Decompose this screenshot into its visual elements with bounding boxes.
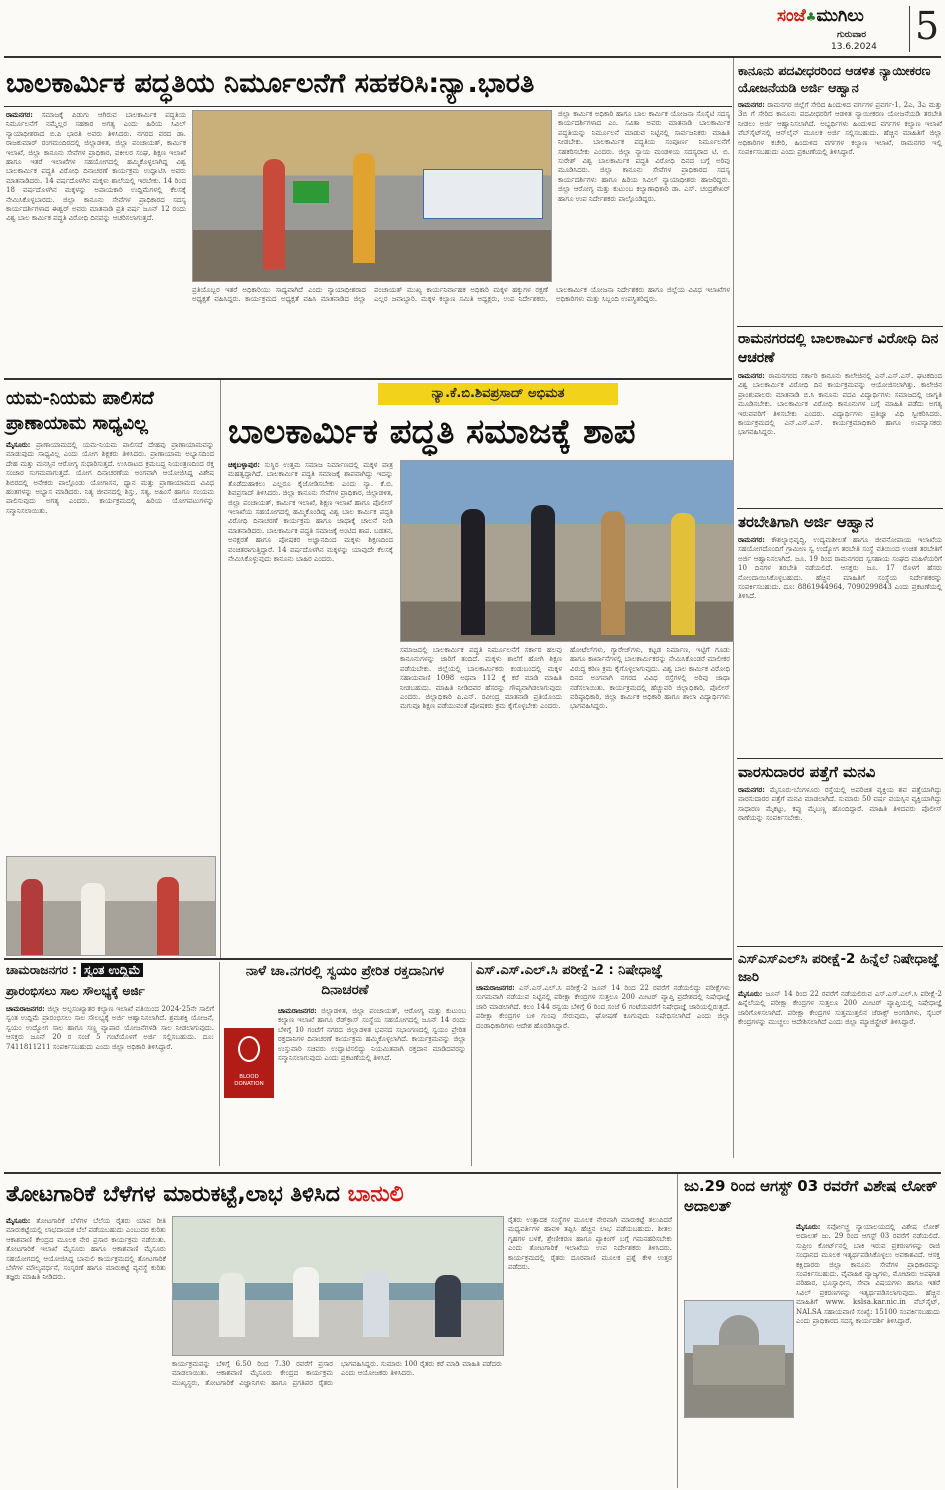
training-text <box>738 535 942 747</box>
sslc-mid-body: ಎಸ್.ಎಸ್.ಎಲ್.ಸಿ ಪರೀಕ್ಷೆ-2 ಜೂನ್ 14 ರಿಂದ 22 ರವರೆಗೆ ನಡೆಯಲಿದ್ದು ಪರೀಕ್ಷೆಗಳು ಸುಗಮವಾಗಿ ನಡೆಯುವ ನಿಟ್ಟಿನಲ್ಲಿ ಪರೀಕ್ಷಾ ಕೇಂದ್ರಗಳ ಸುತ್ತಲೂ 200 ಮೀಟರ್ ವ್ಯಾಪ್ತಿ ಪ್ರದೇಶದಲ್ಲಿ ನಿಷೇಧಾಜ್ಞೆ ಜಾರಿ ಮಾಡಲಾಗಿದೆ. ಕಲಂ 144 ರನ್ವಯ ಬೆಳಿಗ್ಗೆ 6 ರಿಂದ ಸಂಜೆ 6 ಗಂಟೆಯವರೆಗೆ ನಿಷೇಧಾಜ್ಞೆ ಜಾರಿಯಲ್ಲಿರುತ್ತದೆ. ಪರೀಕ್ಷಾ ಕೇಂದ್ರಗಳ ಬಳಿ ಗುಂಪು ಸೇರುವುದು, ಘೋಷಣೆ ಕೂಗುವುದು ನಿಷೇಧಿಸಲಾಗಿದೆ ಎಂದು ಜಿಲ್ಲಾ ದಂಡಾಧಿಕಾರಿಗಳು ಆದೇಶ ಹೊರಡಿಸಿದ್ದಾರೆ. <box>476 984 730 1030</box>
horticulture-col-1 <box>6 1216 166 1486</box>
adalat-body: ಸರ್ವೋಚ್ಚ ನ್ಯಾಯಾಲಯದಲ್ಲಿ ವಿಶೇಷ ಲೋಕ್ ಅದಾಲತ್ ಜು. 29 ರಿಂದ ಆಗಸ್ಟ್ 03 ರವರೆಗೆ ನಡೆಯಲಿದೆ. ಸುಪ್ರೀಂ ಕೋರ್ಟ್‌ನಲ್ಲಿ ಬಾಕಿ ಇರುವ ಪ್ರಕರಣಗಳನ್ನು ರಾಜಿ ಸಂಧಾನದ ಮೂಲಕ ಇತ್ಯರ್ಥಪಡಿಸಿಕೊಳ್ಳಲು ಅವಕಾಶವಿದೆ. ಆಸಕ್ತ ಕಕ್ಷಿದಾರರು ಜಿಲ್ಲಾ ಕಾನೂನು ಸೇವೆಗಳ ಪ್ರಾಧಿಕಾರವನ್ನು ಸಂಪರ್ಕಿಸಬಹುದು. ವೈವಾಹಿಕ ವ್ಯಾಜ್ಯಗಳು, ಮೋಟಾರು ಅಪಘಾತ ಪರಿಹಾರ, ಭೂಸ್ವಾಧೀನ, ಸೇವಾ ವಿಷಯಗಳು ಹಾಗೂ ಇತರೆ ಸಿವಿಲ್ ಪ್ರಕರಣಗಳನ್ನು ಇತ್ಯರ್ಥಪಡಿಸಲಾಗುವುದು. ಹೆಚ್ಚಿನ ಮಾಹಿತಿಗೆ www. kslsa.kar.nic.in ವೆಬ್‌ಸೈಟ್, NALSA ಸಹಾಯವಾಣಿ ಸಂಖ್ಯೆ: 15100 ಸಂಪರ್ಕಿಸಬಹುದು ಎಂದು ಪ್ರಾಧಿಕಾರದ ಸದಸ್ಯ ಕಾರ್ಯದರ್ಶಿ ತಿಳಿಸಿದ್ದಾರೆ. <box>796 1223 940 1326</box>
sslc-mid-headline: ಎಸ್.ಎಸ್.ಎಲ್.ಸಿ ಪರೀಕ್ಷೆ-2 : ನಿಷೇಧಾಜ್ಞೆ <box>476 963 663 978</box>
blood-dateline: ಚಾಮರಾಜನಗರ: <box>278 1006 317 1015</box>
chamarajanagar-box <box>6 962 214 1170</box>
horticulture-headline-b: ಬಾನುಲಿ <box>347 1182 404 1207</box>
chamarajanagar-body: ಜಿಲ್ಲಾ ಅಲ್ಪಸಂಖ್ಯಾತರ ಕಲ್ಯಾಣ ಇಲಾಖೆ ವತಿಯಿಂದ 2024-25ನೇ ಸಾಲಿಗೆ ಸ್ವಂತ ಉದ್ದಿಮೆ ಪ್ರಾರಂಭಿಸಲು ಸಾಲ ಸೌಲಭ್ಯಕ್ಕೆ ಅರ್ಜಿ ಆಹ್ವಾನಿಸಲಾಗಿದೆ. ಶ್ರಮಶಕ್ತಿ ಯೋಜನೆ, ಸ್ವಯಂ ಉದ್ಯೋಗ ಸಾಲ ಹಾಗೂ ಸಣ್ಣ ವ್ಯಾಪಾರ ಯೋಜನೆಗಳಡಿ ಸಾಲ ನೀಡಲಾಗುವುದು. ಆಸಕ್ತರು ಜೂನ್ 20 ರ ಸಂಜೆ 5 ಗಂಟೆಯೊಳಗೆ ಅರ್ಜಿ ಸಲ್ಲಿಸಬಹುದು. ದೂ: 7411811211 ಸಂಪರ್ಕಿಸಬಹುದು ಎಂದು ಜಿಲ್ಲಾ ಅಧಿಕಾರಿ ತಿಳಿಸಿದ್ದಾರೆ. <box>6 1005 214 1051</box>
page-number: 5 <box>915 4 940 48</box>
row3-top-rule <box>4 958 732 960</box>
lead-dateline: ರಾಮನಗರ: <box>6 110 33 119</box>
heirs-dateline: ರಾಮನಗರ: <box>738 785 765 794</box>
lead-body-1: ಸಮಾಜಕ್ಕೆ ಪಿಡುಗು ಆಗಿರುವ ಬಾಲಕಾರ್ಮಿಕ ಪದ್ಧತಿಯ ನಿರ್ಮೂಲನೆಗೆ ನಮ್ಮೆಲ್ಲರ ಸಹಕಾರ ಅಗತ್ಯ ಎಂದು ಹಿರಿಯ ಸಿವಿಲ್ ನ್ಯಾಯಾಧೀಶರಾದ ಬಿ.ಪಿ ಭಾರತಿ ಅವರು ತಿಳಿಸಿದರು. ನಗರದ ವರದ ಡಾ. ರಾಜಕುಮಾರ್ ರಂಗಮಂದಿರದಲ್ಲಿ ಜಿಲ್ಲಾಡಳಿತ, ಜಿಲ್ಲಾ ಪಂಚಾಯತ್, ಕಾರ್ಮಿಕ ಇಲಾಖೆ, ಜಿಲ್ಲಾ ಕಾನೂನು ಸೇವೆಗಳ ಪ್ರಾಧಿಕಾರ, ವಕೀಲರ ಸಂಘ, ಶಿಕ್ಷಣ ಇಲಾಖೆ ಹಾಗೂ ಇತರೆ ಇಲಾಖೆಗಳ ಸಹಯೋಗದಲ್ಲಿ ಹಮ್ಮಿಕೊಳ್ಳಲಾಗಿದ್ದ ವಿಶ್ವ ಬಾಲಕಾರ್ಮಿಕ ಪದ್ಧತಿ ವಿರೋಧಿ ದಿನಾಚರಣೆ ಕಾರ್ಯಕ್ರಮ ಉದ್ಘಾಟಿಸಿ ಅವರು ಮಾತನಾಡಿದರು. 14 ವರ್ಷದೊಳಗಿನ ಮಕ್ಕಳು ಶಾಲೆಯಲ್ಲಿ ಇರಬೇಕು. 14 ರಿಂದ 18 ವರ್ಷದೊಳಗಿನ ಮಕ್ಕಳನ್ನು ಅಪಾಯಕಾರಿ ಉದ್ದಿಮೆಗಳಲ್ಲಿ ಕೆಲಸಕ್ಕೆ ನೇಮಿಸಿಕೊಳ್ಳಬಾರದು. ಜಿಲ್ಲಾ ಕಾನೂನು ಸೇವೆಗಳ ಪ್ರಾಧಿಕಾರದ ಸದಸ್ಯ ಕಾರ್ಯದರ್ಶಿಗಳಾದ ಈಶ್ವರ್ ಅವರು ಮಾತನಾಡಿ ಪ್ರತಿ ವರ್ಷ ಜೂನ್ 12 ರಂದು ವಿಶ್ವ ಬಾಲ ಕಾರ್ಮಿಕ ಪದ್ಧತಿ ವಿರೋಧಿ ದಿನವನ್ನು ಆಚರಿಸಲಾಗುತ್ತದೆ. <box>6 111 186 223</box>
person-red-saree-2 <box>157 877 179 955</box>
banner <box>423 169 543 219</box>
advert-headline: ಕಾನೂನು ಪದವೀಧರರಿಂದ ಆಡಳಿತ ನ್ಯಾಯೀಕರಣ ಯೋಜನೆಯಡಿ ಅರ್ಜಿ ಆಹ್ವಾನ <box>738 63 931 95</box>
masthead-divider <box>909 6 910 52</box>
sslc-mid-dateline: ಚಾಮರಾಜನಗರ: <box>476 983 515 992</box>
horticulture-col-2 <box>508 1216 672 1486</box>
blood-headline: ನಾಳೆ ಚಾ.ನಗರಲ್ಲಿ ಸ್ವಯಂ ಪ್ರೇರಿತ ರಕ್ತದಾನಿಗಳ ದಿನಾಚರಣೆ <box>245 963 445 998</box>
training-dateline: ರಾಮನಗರ: <box>738 535 765 544</box>
sslc-right-dateline: ಮೈಸೂರು: <box>738 989 763 998</box>
newspaper-logo <box>777 6 905 30</box>
person-seated-4 <box>435 1275 461 1337</box>
person-black-suit <box>461 509 485 635</box>
row3-divider-1 <box>219 962 220 1166</box>
horticulture-body-2: ರೈತರು ಉತ್ಪಾದಕ ಸಂಸ್ಥೆಗಳ ಮೂಲಕ ನೇರವಾಗಿ ಮಾರುಕಟ್ಟೆ ತಲುಪಿದರೆ ಮಧ್ಯವರ್ತಿಗಳ ಹಾವಳಿ ತಪ್ಪಿಸಿ ಹೆಚ್ಚಿನ ಲಾಭ ಪಡೆಯಬಹುದು. ಶೀತಲ ಗೃಹಗಳ ಬಳಕೆ, ಶ್ರೇಣೀಕರಣ ಹಾಗೂ ಪ್ಯಾಕಿಂಗ್ ಬಗ್ಗೆ ಗಮನಹರಿಸಬೇಕು ಎಂದು ತೋಟಗಾರಿಕೆ ಇಲಾಖೆಯ ಉಪ ನಿರ್ದೇಶಕರು ತಿಳಿಸಿದರು. ಕಾರ್ಯಕ್ರಮದಲ್ಲಿ ರೈತರು ದೂರವಾಣಿ ಮೂಲಕ ಪ್ರಶ್ನೆ ಕೇಳಿ ಉತ್ತರ ಪಡೆದರು. <box>508 1216 672 1272</box>
horticulture-headline-a: ತೋಟಗಾರಿಕೆ ಬೆಳೆಗಳ ಮಾರುಕಟ್ಟೆ,ಲಾಭ ತಿಳಿಸಿದ <box>6 1182 348 1207</box>
right-rule-3 <box>737 758 943 759</box>
ramanagara-headline: ರಾಮನಗರದಲ್ಲಿ ಬಾಲಕಾರ್ಮಿಕ ವಿರೋಧಿ ದಿನ ಆಚರಣೆ <box>738 331 939 366</box>
horticulture-body-1: ತೋಟಗಾರಿಕೆ ಬೆಳೆಗಳ ಬೆಲೆಯ ರೈತರು ಯಾವ ರೀತಿ ಮಾರುಕಟ್ಟೆಯಲ್ಲಿ ಲಾಭದಾಯಕ ಬೆಲೆ ಪಡೆಯಬಹುದು ಎಂಬುದರ ಕುರಿತು ಆಕಾಶವಾಣಿ ಕೇಂದ್ರದ ಮೂಲಕ ನೇರ ಪ್ರಸಾರ ಕಾರ್ಯಕ್ರಮ ನಡೆಯಿತು. ತೋಟಗಾರಿಕೆ ಇಲಾಖೆ ಮೈಸೂರು ಹಾಗೂ ಆಕಾಶವಾಣಿ ಮೈಸೂರು ಸಹಯೋಗದಲ್ಲಿ ಆಯೋಜಿಸಿದ್ದ ಬಾನುಲಿ ಕಾರ್ಯಕ್ರಮದಲ್ಲಿ ತೋಟಗಾರಿಕೆ ಬೆಳೆಗಳ ಮೌಲ್ಯವರ್ಧನೆ, ಸಂಸ್ಕರಣೆ ಹಾಗೂ ಮಾರುಕಟ್ಟೆ ವ್ಯವಸ್ಥೆ ಕುರಿತು ತಜ್ಞರು ಮಾಹಿತಿ ನೀಡಿದರು. <box>6 1217 166 1282</box>
horticulture-dateline: ಮೈಸೂರು: <box>6 1216 31 1225</box>
ramanagara-box <box>738 330 942 504</box>
lead-body-2: ಜಿಲ್ಲಾ ಕಾರ್ಮಿಕ ಅಧಿಕಾರಿ ಹಾಗೂ ಬಾಲ ಕಾರ್ಮಿಕ ಯೋಜನಾ ಸೊಸೈಟಿ ಸದಸ್ಯ ಕಾರ್ಯದರ್ಶಿಗಳಾದ ಎಂ. ಸವಿತಾ ಅವರು ಮಾತನಾಡಿ ಬಾಲಕಾರ್ಮಿಕ ಪದ್ಧತಿಯನ್ನು ನಿರ್ಮೂಲನೆ ಮಾಡುವ ನಿಟ್ಟಿನಲ್ಲಿ ಸಾರ್ವಜನಿಕರು ಮಾಹಿತಿ ನೀಡಬೇಕು. ಬಾಲಕಾರ್ಮಿಕ ಪದ್ಧತಿಯ ಸಂಪೂರ್ಣ ನಿರ್ಮೂಲನೆಗೆ ಸಹಕರಿಸಬೇಕು ಎಂದರು. ಜಿಲ್ಲಾ ನ್ಯಾಯ ಮಂಡಳಿಯ ಸದಸ್ಯರಾದ ಟಿ. ಬಿ. ಸುರೇಶ್ ವಿಶ್ವ ಬಾಲಕಾರ್ಮಿಕ ಪದ್ಧತಿ ವಿರೋಧಿ ದಿನದ ಬಗ್ಗೆ ಅರಿವು ಮೂಡಿಸಿದರು. ಜಿಲ್ಲಾ ಕಾನೂನು ಸೇವೆಗಳ ಪ್ರಾಧಿಕಾರದ ಸದಸ್ಯ ಕಾರ್ಯದರ್ಶಿಗಳು ಹಾಗೂ ಹಿರಿಯ ಸಿವಿಲ್ ನ್ಯಾಯಾಧೀಶರು ಹಾಜರಿದ್ದರು. ಜಿಲ್ಲಾ ಆರೋಗ್ಯ ಮತ್ತು ಕುಟುಂಬ ಕಲ್ಯಾಣಾಧಿಕಾರಿ ಡಾ. ಎಸ್. ಚಂದ್ರಶೇಖರ್ ಹಾಗೂ ಉಪ ನಿರ್ದೇಶಕರು ಪಾಲ್ಗೊಂಡಿದ್ದರು. <box>558 110 730 203</box>
right-rule-2 <box>737 508 943 509</box>
chamarajanagar-headline-c: ಪ್ರಾರಂಭಿಸಲು ಸಾಲ ಸೌಲಭ್ಯಕ್ಕೆ ಅರ್ಜಿ <box>6 984 145 998</box>
ramanagara-dateline: ರಾಮನಗರ: <box>738 371 765 380</box>
feature-kicker: ನ್ಯಾ.ಕೆ.ಬಿ.ಶಿವಪ್ರಸಾದ್ ಅಭಿಮತ <box>378 383 618 405</box>
heirs-headline: ವಾರಸುದಾರರ ಪತ್ತೆಗೆ ಮನವಿ <box>738 763 876 781</box>
person-seated-3 <box>363 1271 389 1337</box>
adalat-photo-gap <box>684 1222 796 1418</box>
feature-dateline: ಚಿಕ್ಕಬಳ್ಳಾಪುರ: <box>228 460 260 469</box>
person-seated-2 <box>293 1267 319 1337</box>
person-seated-1 <box>219 1273 245 1337</box>
chamarajanagar-headline <box>6 962 214 1000</box>
chamarajanagar-headline-b: ಸ್ವಂತ ಉದ್ದಿಮೆ <box>81 963 143 977</box>
yoga-divider <box>220 380 221 958</box>
blood-body: ಜಿಲ್ಲಾಡಳಿತ, ಜಿಲ್ಲಾ ಪಂಚಾಯತ್, ಆರೋಗ್ಯ ಮತ್ತು ಕುಟುಂಬ ಕಲ್ಯಾಣ ಇಲಾಖೆ ಹಾಗೂ ರೆಡ್‌ಕ್ರಾಸ್ ಸಂಸ್ಥೆಯ ಸಹಯೋಗದಲ್ಲಿ ಜೂನ್ 14 ರಂದು ಬೆಳಿಗ್ಗೆ 10 ಗಂಟೆಗೆ ನಗರದ ಜಿಲ್ಲಾಡಳಿತ ಭವನದ ಸಭಾಂಗಣದಲ್ಲಿ ಸ್ವಯಂ ಪ್ರೇರಿತ ರಕ್ತದಾನಿಗಳ ದಿನಾಚರಣೆ ಕಾರ್ಯಕ್ರಮ ಹಮ್ಮಿಕೊಳ್ಳಲಾಗಿದೆ. ಕಾರ್ಯಕ್ರಮವನ್ನು ಜಿಲ್ಲಾ ಉಸ್ತುವಾರಿ ಸಚಿವರು ಉದ್ಘಾಟಿಸಲಿದ್ದು ನಿಯಮಿತವಾಗಿ ರಕ್ತದಾನ ಮಾಡಿದವರನ್ನು ಸನ್ಮಾನಿಸಲಾಗುವುದು ಎಂದು ಪ್ರಕಟಣೆಯಲ್ಲಿ ತಿಳಿಸಿದೆ. <box>278 1007 466 1063</box>
masthead <box>775 4 943 54</box>
sslc-mid-box <box>476 962 730 1170</box>
feature-body-1: ಸುಸ್ಥಿರ ಉತ್ತಮ ಸಮಾಜ ನಿರ್ಮಾಣದಲ್ಲಿ ಮಕ್ಕಳ ಪಾತ್ರ ಮಹತ್ವದ್ದಾಗಿದೆ. ಬಾಲಕಾರ್ಮಿಕ ಪದ್ಧತಿ ಸಮಾಜಕ್ಕೆ ಶಾಪವಾಗಿದ್ದು ಇದನ್ನು ತೊಡೆದುಹಾಕಲು ಎಲ್ಲರೂ ಕೈಜೋಡಿಸಬೇಕು ಎಂದು ನ್ಯಾ. ಕೆ.ಬಿ. ಶಿವಪ್ರಸಾದ್ ತಿಳಿಸಿದರು. ಜಿಲ್ಲಾ ಕಾನೂನು ಸೇವೆಗಳ ಪ್ರಾಧಿಕಾರ, ಜಿಲ್ಲಾಡಳಿತ, ಜಿಲ್ಲಾ ಪಂಚಾಯತ್, ಕಾರ್ಮಿಕ ಇಲಾಖೆ, ಶಿಕ್ಷಣ ಇಲಾಖೆ ಹಾಗೂ ಪೊಲೀಸ್ ಇಲಾಖೆಯ ಸಹಯೋಗದಲ್ಲಿ ಹಮ್ಮಿಕೊಂಡಿದ್ದ ವಿಶ್ವ ಬಾಲ ಕಾರ್ಮಿಕ ಪದ್ಧತಿ ವಿರೋಧಿ ದಿನಾಚರಣೆ ಕಾರ್ಯಕ್ರಮ ಹಾಗೂ ಜಾಥಾಕ್ಕೆ ಚಾಲನೆ ನೀಡಿ ಮಾತನಾಡಿದರು. ಬಾಲಕಾರ್ಮಿಕ ಪದ್ಧತಿ ಸಮಾಜಕ್ಕೆ ಅಂಟಿದ ಶಾಪ. ಬಡತನ, ಅನಕ್ಷರತೆ ಹಾಗೂ ಪೋಷಕರ ಅಜ್ಞಾನದಿಂದ ಮಕ್ಕಳು ಶಿಕ್ಷಣದಿಂದ ವಂಚಿತರಾಗುತ್ತಿದ್ದಾರೆ. 14 ವರ್ಷದೊಳಗಿನ ಮಕ್ಕಳನ್ನು ಯಾವುದೇ ಕೆಲಸಕ್ಕೆ ನೇಮಿಸಿಕೊಳ್ಳುವುದು ಕಾನೂನು ಬಾಹಿರ ಎಂದರು. <box>228 461 393 564</box>
feature-headline: ಬಾಲಕಾರ್ಮಿಕ ಪದ್ಧತಿ ಸಮಾಜಕ್ಕೆ ಶಾಪ <box>228 412 636 452</box>
logo-part-a: ಸಂಜೆ <box>777 6 806 26</box>
green-flag <box>293 181 329 203</box>
chamarajanagar-text <box>6 1004 214 1150</box>
lead-col-1 <box>6 110 186 372</box>
feature-col-2 <box>400 646 562 950</box>
blood-box <box>224 962 466 1170</box>
feature-col-3 <box>570 646 730 950</box>
advert-box <box>738 62 942 322</box>
palm-tree-icon: ♣ <box>805 10 817 24</box>
horticulture-headline <box>6 1178 670 1212</box>
blood-logo-text: BLOOD DONATION <box>234 1074 264 1087</box>
horticulture-body-3: ಕಾರ್ಯಕ್ರಮವನ್ನು ಬೆಳಿಗ್ಗೆ 6.50 ರಿಂದ 7.30 ರವರೆಗೆ ಪ್ರಸಾರ ಮಾಡಲಾಯಿತು. ಆಕಾಶವಾಣಿ ಮೈಸೂರು ಕೇಂದ್ರದ ಕಾರ್ಯಕ್ರಮ ಮುಖ್ಯಸ್ಥರು, ತೋಟಗಾರಿಕೆ ವಿಜ್ಞಾನಿಗಳು ಹಾಗೂ ಪ್ರಗತಿಪರ ರೈತರು ಭಾಗವಹಿಸಿದ್ದರು. ಸುಮಾರು 100 ರೈತರು ಕರೆ ಮಾಡಿ ಮಾಹಿತಿ ಪಡೆದರು ಎಂದು ಆಯೋಜಕರು ತಿಳಿಸಿದರು. <box>172 1360 502 1387</box>
row3-divider-2 <box>471 962 472 1166</box>
bottom-divider <box>677 1174 678 1488</box>
lead-col-2 <box>558 110 730 282</box>
masthead-rule <box>4 56 941 58</box>
person-orange <box>263 159 285 269</box>
lead-headline: ಬಾಲಕಾರ್ಮಿಕ ಪದ್ಧತಿಯ ನಿರ್ಮೂಲನೆಗೆ ಸಹಕರಿಸಿ:ನ್ಯಾ.ಭಾರತಿ <box>6 68 535 99</box>
sslc-right-headline: ಎಸ್‌ಎಸ್‌ಎಲ್‌ಸಿ ಪರೀಕ್ಷೆ-2 ಹಿನ್ನೆಲೆ ನಿಷೇಧಾಜ್ಞೆ ಜಾರಿ <box>738 951 940 985</box>
horticulture-col-3 <box>172 1360 502 1486</box>
person-yellow-saree <box>671 513 695 635</box>
adalat-dateline: ಮೈಸೂರು: <box>796 1222 821 1231</box>
bottom-top-rule <box>4 1172 941 1174</box>
blood-text <box>278 1006 466 1166</box>
ramanagara-body: ರಾಮನಗರದ ಸರ್ಕಾರಿ ಕಾನೂನು ಕಾಲೇಜಿನಲ್ಲಿ ಎನ್.ಎಸ್.ಎಸ್. ಘಟಕದಿಂದ ವಿಶ್ವ ಬಾಲಕಾರ್ಮಿಕ ವಿರೋಧಿ ದಿನ ಕಾರ್ಯಕ್ರಮವನ್ನು ಆಯೋಜಿಸಲಾಗಿತ್ತು. ಕಾಲೇಜಿನ ಪ್ರಾಂಶುಪಾಲರು ಮಾತನಾಡಿ ಬಿ.ಸಿ ಕಾನೂನು ಪದವಿ ವಿದ್ಯಾರ್ಥಿಗಳು ಸಮಾಜದಲ್ಲಿ ಜಾಗೃತಿ ಮೂಡಿಸಬೇಕು. ಬಾಲಕಾರ್ಮಿಕ ವಿರೋಧಿ ಕಾನೂನುಗಳ ಬಗ್ಗೆ ಮಾಹಿತಿ ಪಡೆದು ಅಗತ್ಯ ಇರುವವರಿಗೆ ತಿಳಿಸಬೇಕು ಎಂದರು. ವಿದ್ಯಾರ್ಥಿಗಳು ಪ್ರತಿಜ್ಞಾ ವಿಧಿ ಸ್ವೀಕರಿಸಿದರು. ಕಾರ್ಯಕ್ರಮದಲ್ಲಿ ಎನ್.ಎಸ್.ಎಸ್. ಕಾರ್ಯಕ್ರಮಾಧಿಕಾರಿ ಹಾಗೂ ಉಪನ್ಯಾಸಕರು ಭಾಗವಹಿಸಿದ್ದರು. <box>738 372 942 437</box>
person-saree <box>353 153 375 263</box>
blood-drop-icon <box>238 1036 260 1062</box>
adalat-text <box>684 1222 940 1486</box>
adalat-headline: ಜು.29 ರಿಂದ ಆಗಸ್ಟ್ 03 ರವರೆಗೆ ವಿಶೇಷ ಲೋಕ್ ಅದಾಲತ್ <box>684 1177 938 1215</box>
ramanagara-text <box>738 371 942 503</box>
chamarajanagar-headline-a: ಚಾಮರಾಜನಗರ : <box>6 963 77 977</box>
person-white <box>81 883 105 955</box>
person-red-saree <box>21 879 43 955</box>
advert-dateline: ರಾಮನಗರ: <box>738 100 765 109</box>
lead-body-3: ಪ್ರತಿಯೊಬ್ಬರ ಇತರೆ ಅಧಿಕಾರಿಯು ಸಾಧ್ಯವಾಗಿದೆ ಎಂದು ನ್ಯಾಯಾಧೀಶರಾದ ಅಧ್ಯಕ್ಷತೆ ವಹಿಸಿದ್ದರು. ಕಾರ್ಯಕ್ರಮದ ಅಧ್ಯಕ್ಷತೆ ವಹಿಸಿ ಮಾತನಾಡಿದ ಜಿಲ್ಲಾ ಪಂಚಾಯತ್ ಮುಖ್ಯ ಕಾರ್ಯನಿರ್ವಾಹಕ ಅಧಿಕಾರಿ ಮಕ್ಕಳ ಹಕ್ಕುಗಳ ರಕ್ಷಣೆ ಎಲ್ಲರ ಜವಾಬ್ದಾರಿ. ಮಕ್ಕಳ ಕಲ್ಯಾಣ ಸಮಿತಿ ಅಧ್ಯಕ್ಷರು, ಉಪ ನಿರ್ದೇಶಕರು, ಬಾಲಕಾರ್ಮಿಕ ಯೋಜನಾ ನಿರ್ದೇಶಕರು ಹಾಗೂ ಜಿಲ್ಲೆಯ ವಿವಿಧ ಇಲಾಖೆಗಳ ಅಧಿಕಾರಿಗಳು ಮತ್ತು ಸಿಬ್ಬಂದಿ ಉಪಸ್ಥಿತರಿದ್ದರು. <box>192 286 730 304</box>
yoga-top-rule <box>4 378 732 380</box>
yoga-body: ಪ್ರಾಣಾಯಾಮದಲ್ಲಿ ಯಮ-ನಿಯಮ ಪಾಲಿಸದೆ ದೇಹವು ಪ್ರಾಣಾಯಾಮವನ್ನು ಮಾಡುವುದು ಸಾಧ್ಯವಿಲ್ಲ ಎಂದು ಯೋಗ ಶಿಕ್ಷಕರು ತಿಳಿಸಿದರು. ಪ್ರಾಣಾಯಾಮ ಅಭ್ಯಾಸದಿಂದ ದೇಹ ಮತ್ತು ಮನಸ್ಸಿನ ಆರೋಗ್ಯ ಸುಧಾರಿಸುತ್ತದೆ. ಉಸಿರಾಟದ ಕ್ರಮಬದ್ಧ ನಿಯಂತ್ರಣದಿಂದ ರಕ್ತ ಸಂಚಾರ ಸುಗಮವಾಗುತ್ತದೆ. ಯೋಗ ದಿನಾಚರಣೆಯ ಅಂಗವಾಗಿ ಆಯೋಜಿಸಿದ್ದ ವಿಶೇಷ ಶಿಬಿರದಲ್ಲಿ ಅನೇಕರು ಪಾಲ್ಗೊಂಡು ಯೋಗಾಸನ, ಧ್ಯಾನ ಮತ್ತು ಪ್ರಾಣಾಯಾಮದ ವಿವಿಧ ಹಂತಗಳನ್ನು ಅಭ್ಯಾಸ ಮಾಡಿದರು. ನಿತ್ಯ ಜೀವನದಲ್ಲಿ ಶಿಸ್ತು, ಸತ್ಯ, ಅಹಿಂಸೆ ಹಾಗೂ ಸಂಯಮ ಪಾಲಿಸುವುದು ಅಗತ್ಯ ಎಂದರು. ಕಾರ್ಯಕ್ರಮದಲ್ಲಿ ಹಿರಿಯ ಯೋಗಪಟುಗಳನ್ನು ಸನ್ಮಾನಿಸಲಾಯಿತು. <box>6 441 214 515</box>
yoga-text <box>6 440 214 850</box>
training-headline: ತರಬೇತಿಗಾಗಿ ಅರ್ಜಿ ಆಹ್ವಾನ <box>738 513 874 531</box>
sslc-right-box <box>738 950 942 1154</box>
training-box <box>738 512 942 752</box>
feature-col-1 <box>228 460 393 950</box>
advert-text <box>738 100 942 282</box>
lead-headline-rule <box>4 106 732 107</box>
yoga-headline: ಯಮ-ನಿಯಮ ಪಾಲಿಸದೆ ಪ್ರಾಣಾಯಾಮ ಸಾಧ್ಯವಿಲ್ಲ <box>6 388 154 434</box>
heirs-body: ಮೈಸೂರು-ಬೆಂಗಳೂರು ರಸ್ತೆಯಲ್ಲಿ ಅಪರಿಚಿತ ವ್ಯಕ್ತಿಯ ಶವ ಪತ್ತೆಯಾಗಿದ್ದು ವಾರಸುದಾರರ ಪತ್ತೆಗೆ ಮನವಿ ಮಾಡಲಾಗಿದೆ. ಸುಮಾರು 50 ವರ್ಷ ವಯಸ್ಸಿನ ವ್ಯಕ್ತಿಯಾಗಿದ್ದು ಸಾಧಾರಣ ಮೈಕಟ್ಟು, ಕಪ್ಪು ಮೈಬಣ್ಣ ಹೊಂದಿದ್ದಾರೆ. ಮಾಹಿತಿ ತಿಳಿದವರು ಪೊಲೀಸ್ ಠಾಣೆಯನ್ನು ಸಂಪರ್ಕಿಸಬೇಕು. <box>738 786 942 823</box>
heirs-text <box>738 785 942 935</box>
issue-date: 13.6.2024 <box>831 42 877 52</box>
right-rule-4 <box>737 946 943 947</box>
advert-body: ರಾಮನಗರ ಜಿಲ್ಲೆಗೆ ಸೇರಿದ ಹಿಂದುಳಿದ ವರ್ಗಗಳ ಪ್ರವರ್ಗ-1, 2ಎ, 3ಎ ಮತ್ತು 3ಬಿ ಗೆ ಸೇರಿದ ಕಾನೂನು ಪದವೀಧರರಿಗೆ ಆಡಳಿತ ನ್ಯಾಯೀಕರಣ ಯೋಜನೆಯಡಿ ತರಬೇತಿ ನೀಡಲು ಅರ್ಜಿ ಆಹ್ವಾನಿಸಲಾಗಿದೆ. ಅಭ್ಯರ್ಥಿಗಳು ಹಿಂದುಳಿದ ವರ್ಗಗಳ ಕಲ್ಯಾಣ ಇಲಾಖೆ ವೆಬ್‌ಸೈಟ್‌ನಲ್ಲಿ ಆನ್‌ಲೈನ್ ಮೂಲಕ ಅರ್ಜಿ ಸಲ್ಲಿಸಬಹುದು. ಹೆಚ್ಚಿನ ಮಾಹಿತಿಗೆ ಜಿಲ್ಲಾ ಅಧಿಕಾರಿಗಳ ಕಚೇರಿ, ಹಿಂದುಳಿದ ವರ್ಗಗಳ ಕಲ್ಯಾಣ ಇಲಾಖೆ, ರಾಮನಗರ ಇಲ್ಲಿ ಸಂಪರ್ಕಿಸಬಹುದು ಎಂದು ಪ್ರಕಟಣೆಯಲ್ಲಿ ತಿಳಿಸಿದ್ದಾರೆ. <box>738 101 942 157</box>
lead-photo-flag-off <box>192 110 552 282</box>
blood-donation-logo <box>224 1028 274 1098</box>
training-body: ಕೌಶಲ್ಯಾಭಿವೃದ್ಧಿ, ಉದ್ಯಮಶೀಲತೆ ಹಾಗೂ ಜೀವನೋಪಾಯ ಇಲಾಖೆಯ ಸಹಯೋಗದೊಂದಿಗೆ ಗ್ರಾಮೀಣ ಸ್ವ ಉದ್ಯೋಗ ತರಬೇತಿ ಸಂಸ್ಥೆ ವತಿಯಿಂದ ಉಚಿತ ತರಬೇತಿಗೆ ಅರ್ಜಿ ಆಹ್ವಾನಿಸಲಾಗಿದೆ. ಜೂ. 19 ರಿಂದ ರಾಮನಗರದ ಸ್ವಸಹಾಯ ಸಂಘದ ಮಹಿಳೆಯರಿಗೆ 10 ದಿನಗಳ ತರಬೇತಿ ನಡೆಯಲಿದೆ. ಆಸಕ್ತರು ಜೂ. 17 ರೊಳಗೆ ಹೆಸರು ನೋಂದಾಯಿಸಿಕೊಳ್ಳಬಹುದು. ಹೆಚ್ಚಿನ ಮಾಹಿತಿಗೆ ಸಂಸ್ಥೆಯ ನಿರ್ದೇಶಕರನ್ನು ಸಂಪರ್ಕಿಸಬಹುದು. ದೂ: 8861944964, 7090299843 ಎಂದು ಪ್ರಕಟಣೆಯಲ್ಲಿ ತಿಳಿಸಿದೆ. <box>738 536 942 601</box>
logo-part-b: ಮುಗಿಲು <box>816 6 864 26</box>
lead-col-3 <box>192 286 730 372</box>
weekday: ಗುರುವಾರ <box>837 30 867 40</box>
sslc-mid-text <box>476 983 730 1163</box>
heirs-box <box>738 762 942 942</box>
chamarajanagar-dateline: ಚಾಮರಾಜನಗರ: <box>6 1004 45 1013</box>
person-black-suit-2 <box>531 505 555 635</box>
yoga-dateline: ಮೈಸೂರು: <box>6 440 31 449</box>
right-rule-1 <box>737 326 943 327</box>
yoga-photo-felicitation <box>6 856 216 956</box>
horticulture-photo-studio <box>172 1216 504 1356</box>
sslc-right-body: ಜೂನ್ 14 ರಿಂದ 22 ರವರೆಗೆ ನಡೆಯಲಿರುವ ಎಸ್.ಎಸ್.ಎಲ್.ಸಿ ಪರೀಕ್ಷೆ-2 ಹಿನ್ನೆಲೆಯಲ್ಲಿ ಪರೀಕ್ಷಾ ಕೇಂದ್ರಗಳ ಸುತ್ತಲೂ 200 ಮೀಟರ್ ವ್ಯಾಪ್ತಿಯಲ್ಲಿ ನಿಷೇಧಾಜ್ಞೆ ಜಾರಿಗೊಳಿಸಲಾಗಿದೆ. ಪರೀಕ್ಷಾ ಕೇಂದ್ರಗಳ ಸುತ್ತಮುತ್ತಲಿನ ಜೆರಾಕ್ಸ್ ಅಂಗಡಿಗಳು, ಸೈಬರ್ ಕೇಂದ್ರಗಳನ್ನು ಮುಚ್ಚಲು ಆದೇಶಿಸಲಾಗಿದೆ ಎಂದು ಜಿಲ್ಲಾ ಮ್ಯಾಜಿಸ್ಟ್ರೇಟ್ ತಿಳಿಸಿದ್ದಾರೆ. <box>738 990 942 1027</box>
sslc-right-text <box>738 989 942 1149</box>
feature-photo-rally <box>400 460 734 642</box>
person-police <box>601 511 625 635</box>
feature-body-2: ಸಮಾಜದಲ್ಲಿ ಬಾಲಕಾರ್ಮಿಕ ಪದ್ಧತಿ ನಿರ್ಮೂಲನೆಗೆ ಸರ್ಕಾರ ಹಲವು ಕಾನೂನುಗಳನ್ನು ಜಾರಿಗೆ ತಂದಿದೆ. ಮಕ್ಕಳು ಶಾಲೆಗೆ ಹೋಗಿ ಶಿಕ್ಷಣ ಪಡೆಯಬೇಕು. ಜಿಲ್ಲೆಯಲ್ಲಿ ಬಾಲಕಾರ್ಮಿಕರು ಕಂಡುಬಂದಲ್ಲಿ ಮಕ್ಕಳ ಸಹಾಯವಾಣಿ 1098 ಅಥವಾ 112 ಕ್ಕೆ ಕರೆ ಮಾಡಿ ಮಾಹಿತಿ ನೀಡಬಹುದು. ಮಾಹಿತಿ ನೀಡಿದವರ ಹೆಸರನ್ನು ಗೌಪ್ಯವಾಗಿಡಲಾಗುವುದು ಎಂದರು. ಜಿಲ್ಲಾಧಿಕಾರಿ ಪಿ.ಎನ್. ರವೀಂದ್ರ ಮಾತನಾಡಿ ಪ್ರತಿಯೊಂದು ಮಗುವೂ ಶಿಕ್ಷಣ ಪಡೆಯುವಂತೆ ಪೋಷಕರು ಕ್ರಮ ಕೈಗೊಳ್ಳಬೇಕು ಎಂದರು. <box>400 646 562 711</box>
feature-body-3: ಹೋಟೆಲ್‌ಗಳು, ಗ್ಯಾರೇಜ್‌ಗಳು, ಕಟ್ಟಡ ನಿರ್ಮಾಣ, ಇಟ್ಟಿಗೆ ಗೂಡು ಹಾಗೂ ಕಾರ್ಖಾನೆಗಳಲ್ಲಿ ಬಾಲಕಾರ್ಮಿಕರನ್ನು ನೇಮಿಸಿಕೊಂಡರೆ ಮಾಲೀಕರ ವಿರುದ್ಧ ಕಠಿಣ ಕ್ರಮ ಕೈಗೊಳ್ಳಲಾಗುವುದು. ವಿಶ್ವ ಬಾಲ ಕಾರ್ಮಿಕ ವಿರೋಧಿ ದಿನದ ಅಂಗವಾಗಿ ನಗರದ ವಿವಿಧ ರಸ್ತೆಗಳಲ್ಲಿ ಅರಿವು ಜಾಥಾ ನಡೆಸಲಾಯಿತು. ಕಾರ್ಯಕ್ರಮದಲ್ಲಿ ಹೆಚ್ಚುವರಿ ಜಿಲ್ಲಾಧಿಕಾರಿ, ಪೊಲೀಸ್ ವರಿಷ್ಠಾಧಿಕಾರಿ, ಜಿಲ್ಲಾ ಕಾರ್ಮಿಕ ಅಧಿಕಾರಿ ಹಾಗೂ ಶಾಲಾ ವಿದ್ಯಾರ್ಥಿಗಳು ಭಾಗವಹಿಸಿದ್ದರು. <box>570 646 730 711</box>
